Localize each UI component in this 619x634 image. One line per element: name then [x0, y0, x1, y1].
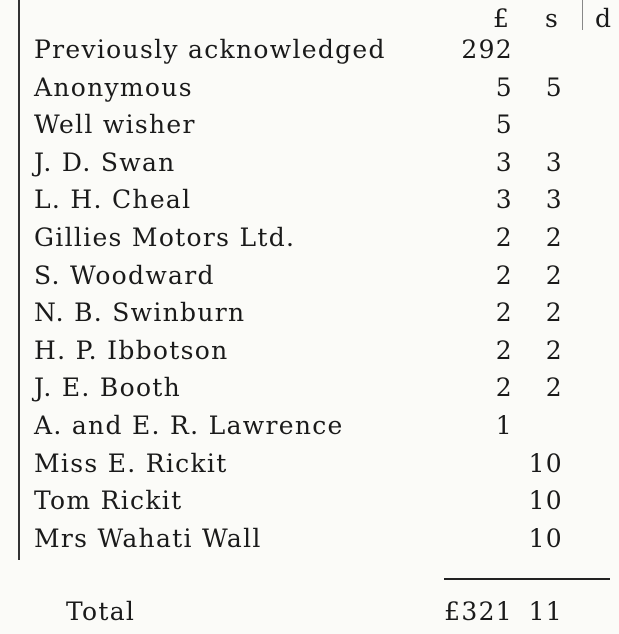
list-item [0, 261, 619, 299]
total-rule [444, 578, 610, 580]
list-item [0, 223, 619, 261]
header-pounds: £ [493, 4, 509, 33]
amount-shillings: 2 [545, 298, 563, 328]
list-item [0, 73, 619, 111]
amount-shillings: 2 [545, 260, 563, 290]
total-label: Total [66, 597, 136, 626]
amount-shillings: 3 [545, 185, 563, 215]
amount-pounds: 1 [495, 411, 513, 440]
donor-name: S. Woodward [34, 260, 215, 290]
amount-shillings: 10 [528, 523, 563, 553]
amount-shillings: 3 [545, 147, 563, 177]
amount-shillings: 5 [545, 72, 563, 102]
amount-pounds: 2 [495, 373, 513, 403]
amount-shillings: 10 [528, 486, 563, 516]
list-item [0, 298, 619, 336]
list-item [0, 336, 619, 374]
amount-pounds: 3 [495, 185, 513, 215]
donor-name: Tom Rickit [34, 486, 183, 516]
list-item [0, 110, 619, 148]
amount-pounds: 3 [495, 147, 513, 177]
amount-pounds: 5 [495, 110, 513, 140]
donor-name: J. D. Swan [34, 147, 176, 177]
header-column-rule [582, 0, 583, 30]
total-shillings: 11 [528, 597, 563, 626]
header-pence: d [595, 4, 612, 33]
amount-pounds: 2 [495, 335, 513, 365]
amount-shillings: 2 [545, 373, 563, 403]
donor-name: Gillies Motors Ltd. [34, 223, 296, 252]
list-item [0, 524, 619, 562]
donor-name: Miss E. Rickit [34, 448, 228, 478]
amount-pounds: 5 [495, 72, 513, 102]
amount-pounds: 2 [495, 260, 513, 290]
amount-pounds: 2 [495, 298, 513, 328]
amount-shillings: 2 [545, 335, 563, 365]
donor-name: Previously acknowledged [34, 35, 386, 64]
list-item [0, 35, 619, 73]
list-item [0, 449, 619, 487]
donor-name: L. H. Cheal [34, 185, 192, 215]
amount-pounds: 2 [495, 223, 513, 252]
list-item [0, 185, 619, 223]
donor-name: A. and E. R. Lawrence [34, 411, 344, 440]
list-item [0, 486, 619, 524]
amount-shillings: 2 [545, 223, 563, 252]
amount-shillings: 10 [528, 448, 563, 478]
donor-name: Well wisher [34, 110, 196, 140]
header-shillings: s [545, 4, 558, 33]
list-item [0, 411, 619, 449]
donor-name: N. B. Swinburn [34, 298, 246, 328]
amount-pounds: 292 [461, 35, 513, 64]
list-item [0, 373, 619, 411]
donor-name: J. E. Booth [34, 373, 182, 403]
donor-name: Mrs Wahati Wall [34, 523, 262, 553]
donor-name: Anonymous [34, 72, 193, 102]
donor-name: H. P. Ibbotson [34, 335, 229, 365]
list-item [0, 148, 619, 186]
total-pounds: £321 [444, 597, 513, 626]
